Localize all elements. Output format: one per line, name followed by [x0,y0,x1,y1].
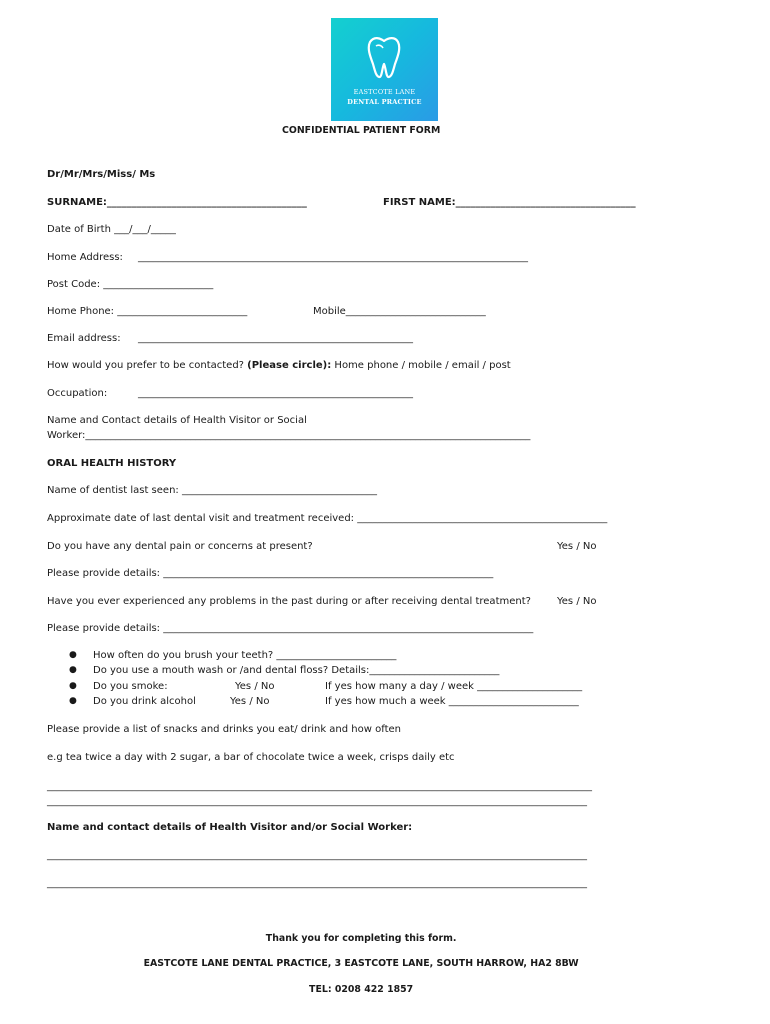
problems-question: Have you ever experienced any problems in the past during or after receiving dental treatment? [47,596,531,607]
contact-question: How would you prefer to be contacted? [47,360,244,371]
snacks-line-2[interactable]: ____________________________________________________________________________________________________________ [47,796,587,807]
occupation-label: Occupation: [47,388,108,399]
alcohol-question: Do you drink alcohol [93,696,196,707]
last-visit-field[interactable]: Approximate date of last dental visit and treatment received: __________________________________________________ [47,513,608,524]
surname-field[interactable]: SURNAME:________________________________________ [47,197,307,208]
mouthwash-floss-field[interactable]: Do you use a mouth wash or /and dental floss? Details:__________________________ [93,665,500,676]
dentist-field[interactable]: Name of dentist last seen: _______________________________________ [47,485,377,496]
home-address-field[interactable]: ______________________________________________________________________________ [138,252,528,263]
bullet-icon: ● [69,665,77,675]
smoke-amount-field[interactable]: If yes how many a day / week _____________________ [325,681,583,692]
contact-preference [47,359,511,372]
email-field[interactable]: _______________________________________________________ [138,333,413,344]
email-label: Email address: [47,333,121,344]
contact-options[interactable]: Home phone / mobile / email / post [334,360,511,371]
form-title: CONFIDENTIAL PATIENT FORM [281,125,441,136]
home-address-label: Home Address: [47,252,123,263]
oral-health-heading: ORAL HEALTH HISTORY [47,458,177,469]
occupation-field[interactable]: _______________________________________________________ [138,388,413,399]
details-field-1[interactable]: Please provide details: __________________________________________________________________ [47,568,494,579]
practice-address: EASTCOTE LANE DENTAL PRACTICE, 3 EASTCOTE LANE, SOUTH HARROW, HA2 8BW [143,958,579,969]
pain-yes-no[interactable]: Yes / No [557,541,597,552]
snacks-example: e.g tea twice a day with 2 sugar, a bar of chocolate twice a week, crisps daily etc [47,752,455,763]
smoke-yes-no[interactable]: Yes / No [235,681,275,692]
details-field-2[interactable]: Please provide details: __________________________________________________________________________ [47,623,534,634]
hv-contact-heading: Name and contact details of Health Visitor and/or Social Worker: [47,822,413,833]
salutation-field[interactable]: Dr/Mr/Mrs/Miss/ Ms [47,169,156,180]
bullet-icon: ● [69,696,77,706]
hv-contact-line-2[interactable]: ____________________________________________________________________________________________________________ [47,878,587,889]
post-code-field[interactable]: Post Code: ______________________ [47,279,214,290]
bullet-icon: ● [69,650,77,660]
health-visitor-field[interactable]: Worker:_________________________________________________________________________________________ [47,430,531,441]
thank-you-text: Thank you for completing this form. [265,933,457,944]
hv-contact-line-1[interactable]: ____________________________________________________________________________________________________________ [47,850,587,861]
bullet-icon: ● [69,681,77,691]
smoke-question: Do you smoke: [93,681,168,692]
snacks-instruction: Please provide a list of snacks and drinks you eat/ drink and how often [47,724,401,735]
tooth-icon [364,34,404,80]
dob-field[interactable]: Date of Birth ___/___/_____ [47,224,176,235]
first-name-field[interactable]: FIRST NAME:____________________________________ [383,197,636,208]
logo-line-2: DENTAL PRACTICE [347,98,422,106]
alcohol-amount-field[interactable]: If yes how much a week __________________________ [325,696,579,707]
problems-yes-no[interactable]: Yes / No [557,596,597,607]
logo-line-1: EASTCOTE LANE [353,88,416,96]
snacks-line-1[interactable]: _____________________________________________________________________________________________________________ [47,781,592,792]
contact-please-circle: (Please circle): [247,360,332,371]
health-visitor-label: Name and Contact details of Health Visitor or Social [47,415,307,426]
alcohol-yes-no[interactable]: Yes / No [230,696,270,707]
brush-frequency-field[interactable]: How often do you brush your teeth? ________________________ [93,650,397,661]
mobile-field[interactable]: Mobile____________________________ [313,306,486,317]
pain-question: Do you have any dental pain or concerns at present? [47,541,313,552]
practice-telephone: TEL: 0208 422 1857 [309,984,414,995]
practice-logo [331,18,438,121]
home-phone-field[interactable]: Home Phone: __________________________ [47,306,248,317]
